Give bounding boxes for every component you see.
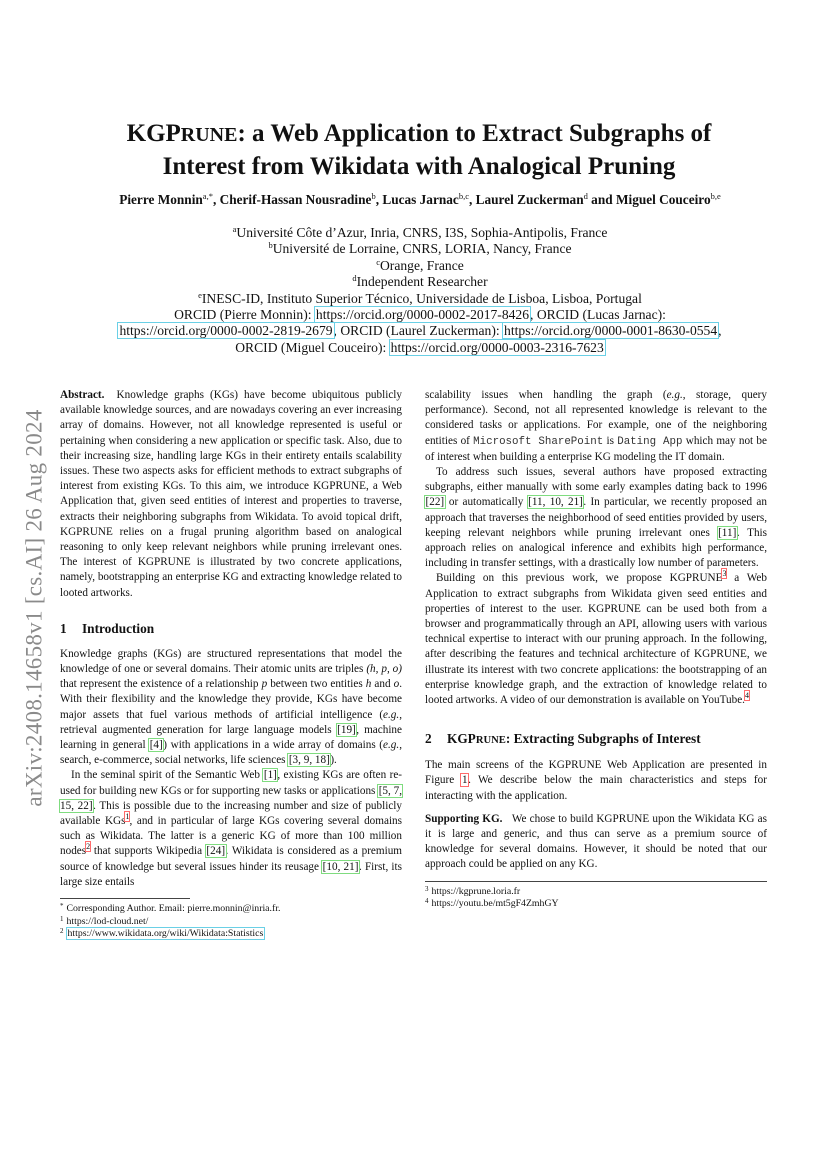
footnote-ref[interactable]: 4 (744, 691, 749, 701)
paper-title (60, 118, 778, 182)
title-prefix-smallcaps: RUNE (180, 124, 238, 146)
footnote-rule (425, 881, 767, 882)
footnote-2: $^2$ https://www.wikidata.org/wiki/Wikidata:Statistics (60, 926, 264, 939)
left-column (60, 388, 402, 940)
title-prefix: KGP (126, 120, 181, 147)
affiliation-d: $^d$Independent Researcher (352, 273, 488, 290)
affiliation-e: $^e$INESC-ID, Instituto Superior Técnico, Universidade de Lisboa, Lisboa, Portugal (198, 289, 642, 306)
footnote-rule (60, 898, 190, 899)
author-affil: d (583, 191, 588, 201)
author-affil: b (371, 191, 376, 201)
orcid-line-1: ORCID (Pierre Monnin): https://orcid.org/0000-0002-2017-8426, ORCID (Lucas Jarnac): (174, 307, 666, 323)
right-paragraph-1: scalability issues when handling the graph (e.g., storage, query performance). Second, not all represented knowledge is relevant to the considered tasks or applications. For example, one of the neighboring entities of Microsoft SharePoint is Dating App which may not be of interest when building a enterprise KG modeling the IT domain. (425, 389, 767, 463)
footnote-ref[interactable]: 3 (722, 569, 727, 579)
author-name: Pierre Monnin (119, 192, 203, 207)
intro-paragraph-2: In the seminal spirit of the Semantic Web [1], existing KGs are often re-used for building new KGs or for supporting new tasks or applications [5, 7, 15, 22]. This is possible due to the increasing number and size of publicly available KGs$^1$, and in particular of large KGs covering several domains such as Wikidata. The latter is a generic KG of more than 100 million nodes$^2$ that supports Wikipedia [24]. Wikidata is considered as a premium source of knowledge but several issues hinder its reusage [10, 21]. First, its large size entails (60, 769, 403, 888)
citation[interactable]: [5, 7, 15, 22] (60, 784, 402, 812)
right-paragraph-3: Building on this previous work, we propose KGPRUNE$^3$ a Web Application to extract subgraphs from Wikidata given seed entities and properties of interest to the user. KGPRUNE can be used both from a browser and programmatically through an API, allowing users with various technical expertise to interact with our pruning approach. In the following, after describing the features and technical architecture of KGPRUNE, we illustrate its interest with two concrete applications: the bootstrapping of an enterprise knowledge graph, and the extraction of knowledge related to looted artworks. A video of our demonstration is available on YouTube.$^4$ (425, 569, 767, 707)
citation[interactable]: [19] (337, 723, 356, 736)
author-name: Laurel Zuckerman (475, 192, 584, 207)
author-affil: a,* (202, 191, 213, 201)
orcid-link-monnin[interactable]: https://orcid.org/0000-0002-2017-8426 (315, 307, 530, 323)
citation[interactable]: [4] (149, 739, 163, 752)
footnote-ref[interactable]: 2 (86, 842, 91, 852)
author-list: Pierre Monnin$^{a,*}$, Cherif-Hassan Nousradine$^b$, Lucas Jarnac$^{b,c}$, Laurel Zuckerman$^d$ and Miguel Couceiro$^{b,e}$ (119, 191, 721, 207)
paragraph-label: Supporting KG. (425, 812, 503, 825)
figure-ref[interactable]: 1 (461, 774, 468, 787)
affiliations (40, 225, 800, 356)
footnote-4: $^4$ https://youtu.be/mt5gF4ZmhGY (425, 897, 559, 910)
section-heading-kgprune: 2 KGPRUNE: Extracting Subgraphs of Interest (425, 731, 701, 747)
author-affil: b,e (710, 191, 721, 201)
orcid-link-couceiro[interactable]: https://orcid.org/0000-0003-2316-7623 (390, 339, 604, 355)
section-heading-introduction: 1 Introduction (60, 620, 155, 636)
citation[interactable]: [22] (425, 496, 445, 509)
footnote-3: $^3$ https://kgprune.loria.fr (425, 884, 521, 897)
title-line1: : a Web Application to Extract Subgraphs of (237, 120, 712, 147)
orcid-link-zuckerman[interactable]: https://orcid.org/0000-0001-8630-0554 (504, 323, 718, 339)
affiliation-a: $^a$Université Côte d’Azur, Inria, CNRS, I3S, Sophia-Antipolis, France (232, 224, 608, 240)
author-affil: b,c (458, 191, 469, 201)
citation[interactable]: [1] (263, 769, 277, 782)
footnote-star: * Corresponding Author. Email: pierre.monnin@inria.fr. (60, 902, 281, 915)
section2-paragraph-1: The main screens of the KGPRUNE Web Application are presented in Figure 1. We describe below the main characteristics and steps for interacting with the application. (425, 759, 767, 802)
orcid-line-3: ORCID (Miguel Couceiro): https://orcid.org/0000-0003-2316-7623 (235, 339, 604, 355)
arxiv-identifier (20, 366, 50, 850)
orcid-line-2: https://orcid.org/0000-0002-2819-2679, ORCID (Laurel Zuckerman): https://orcid.org/0000-0001-8630-0554, (119, 323, 722, 339)
right-column (425, 388, 767, 911)
affiliation-c: $^c$Orange, France (376, 256, 464, 273)
affiliation-b: $^b$Université de Lorraine, CNRS, LORIA, Nancy, France (268, 240, 572, 257)
section2-paragraph-2: Supporting KG. We chose to build KGPRUNE upon the Wikidata KG as it is large and generic, and thus can serve as a premium source of knowledge for several domains. However, it should be noted that our approach could be applied on any KG. (425, 812, 767, 871)
footnote-1: $^1$ https://lod-cloud.net/ (60, 914, 149, 927)
footnote-link-wikidata[interactable]: https://www.wikidata.org/wiki/Wikidata:Statistics (67, 927, 264, 939)
author-name: Cherif-Hassan Nousradine (219, 192, 372, 207)
citation[interactable]: [10, 21] (322, 860, 359, 873)
abstract: Abstract. Knowledge graphs (KGs) have become ubiquitous publicly available knowledge sources, and are nowadays covering an ever increasing array of domains. However, not all knowledge represented is useful or pertaining when considering a new application or specific task. Also, due to their increasing size, handling large KGs in their entirety entails scalability issues. These two aspects asks for efficient methods to extract subgraphs of interest from existing KGs. To this aim, we introduce KGPRUNE, a Web Application that, given seed entities of interest and properties to traverse, extracts their neighboring subgraphs from Wikidata. To avoid topical drift, KGPRUNE relies on a frugal pruning algorithm based on analogical reasoning to only keep relevant neighbors while pruning irrelevant ones. The interest of KGPRUNE is illustrated by two concrete applications, namely, bootstrapping an enterprise KG and extracting knowledge related to looted artworks. (60, 389, 402, 599)
intro-paragraph-1: Knowledge graphs (KGs) are structured representations that model the knowledge of one or several domains. Their atomic units are triples (h, p, o) that represent the existence of a relationship p between two entities h and o. With their flexibility and the knowledge they provide, KGs have become major assets that fuel various methods of artificial intelligence (e.g., retrieval augmented generation for large language models [19], machine learning in general [4]) with applications in a wide array of domains (e.g., search, e-commerce, social networks, life sciences [3, 9, 18]). (60, 647, 402, 767)
orcid-link-jarnac[interactable]: https://orcid.org/0000-0002-2819-2679 (119, 323, 333, 339)
author-name: Miguel Couceiro (615, 192, 711, 207)
title-line2: Interest from Wikidata with Analogical Pruning (162, 153, 676, 180)
citation[interactable]: [11] (718, 526, 737, 539)
citation[interactable]: [24] (206, 845, 226, 858)
abstract-label: Abstract. (60, 389, 105, 401)
right-paragraph-2: To address such issues, several authors have proposed extracting subgraphs, either manually with some early examples dating back to 1996 [22] or automatically [11, 10, 21]. In particular, we recently proposed an approach that traverses the neighborhood of seed entities provided by users, keeping relevant neighbors while pruning irrelevant ones [11]. This approach relies on analogical inference and exhibits high performance, including in transfer settings, with a drastically low number of parameters. (425, 466, 768, 570)
arxiv-identifier-text: arXiv:2408.14658v1 [cs.AI] 26 Aug 2024 (22, 409, 47, 807)
citation[interactable]: [3, 9, 18] (288, 754, 330, 767)
author-name: Lucas Jarnac (382, 192, 459, 207)
citation[interactable]: [11, 10, 21] (528, 496, 583, 509)
footnote-ref[interactable]: 1 (125, 812, 130, 822)
